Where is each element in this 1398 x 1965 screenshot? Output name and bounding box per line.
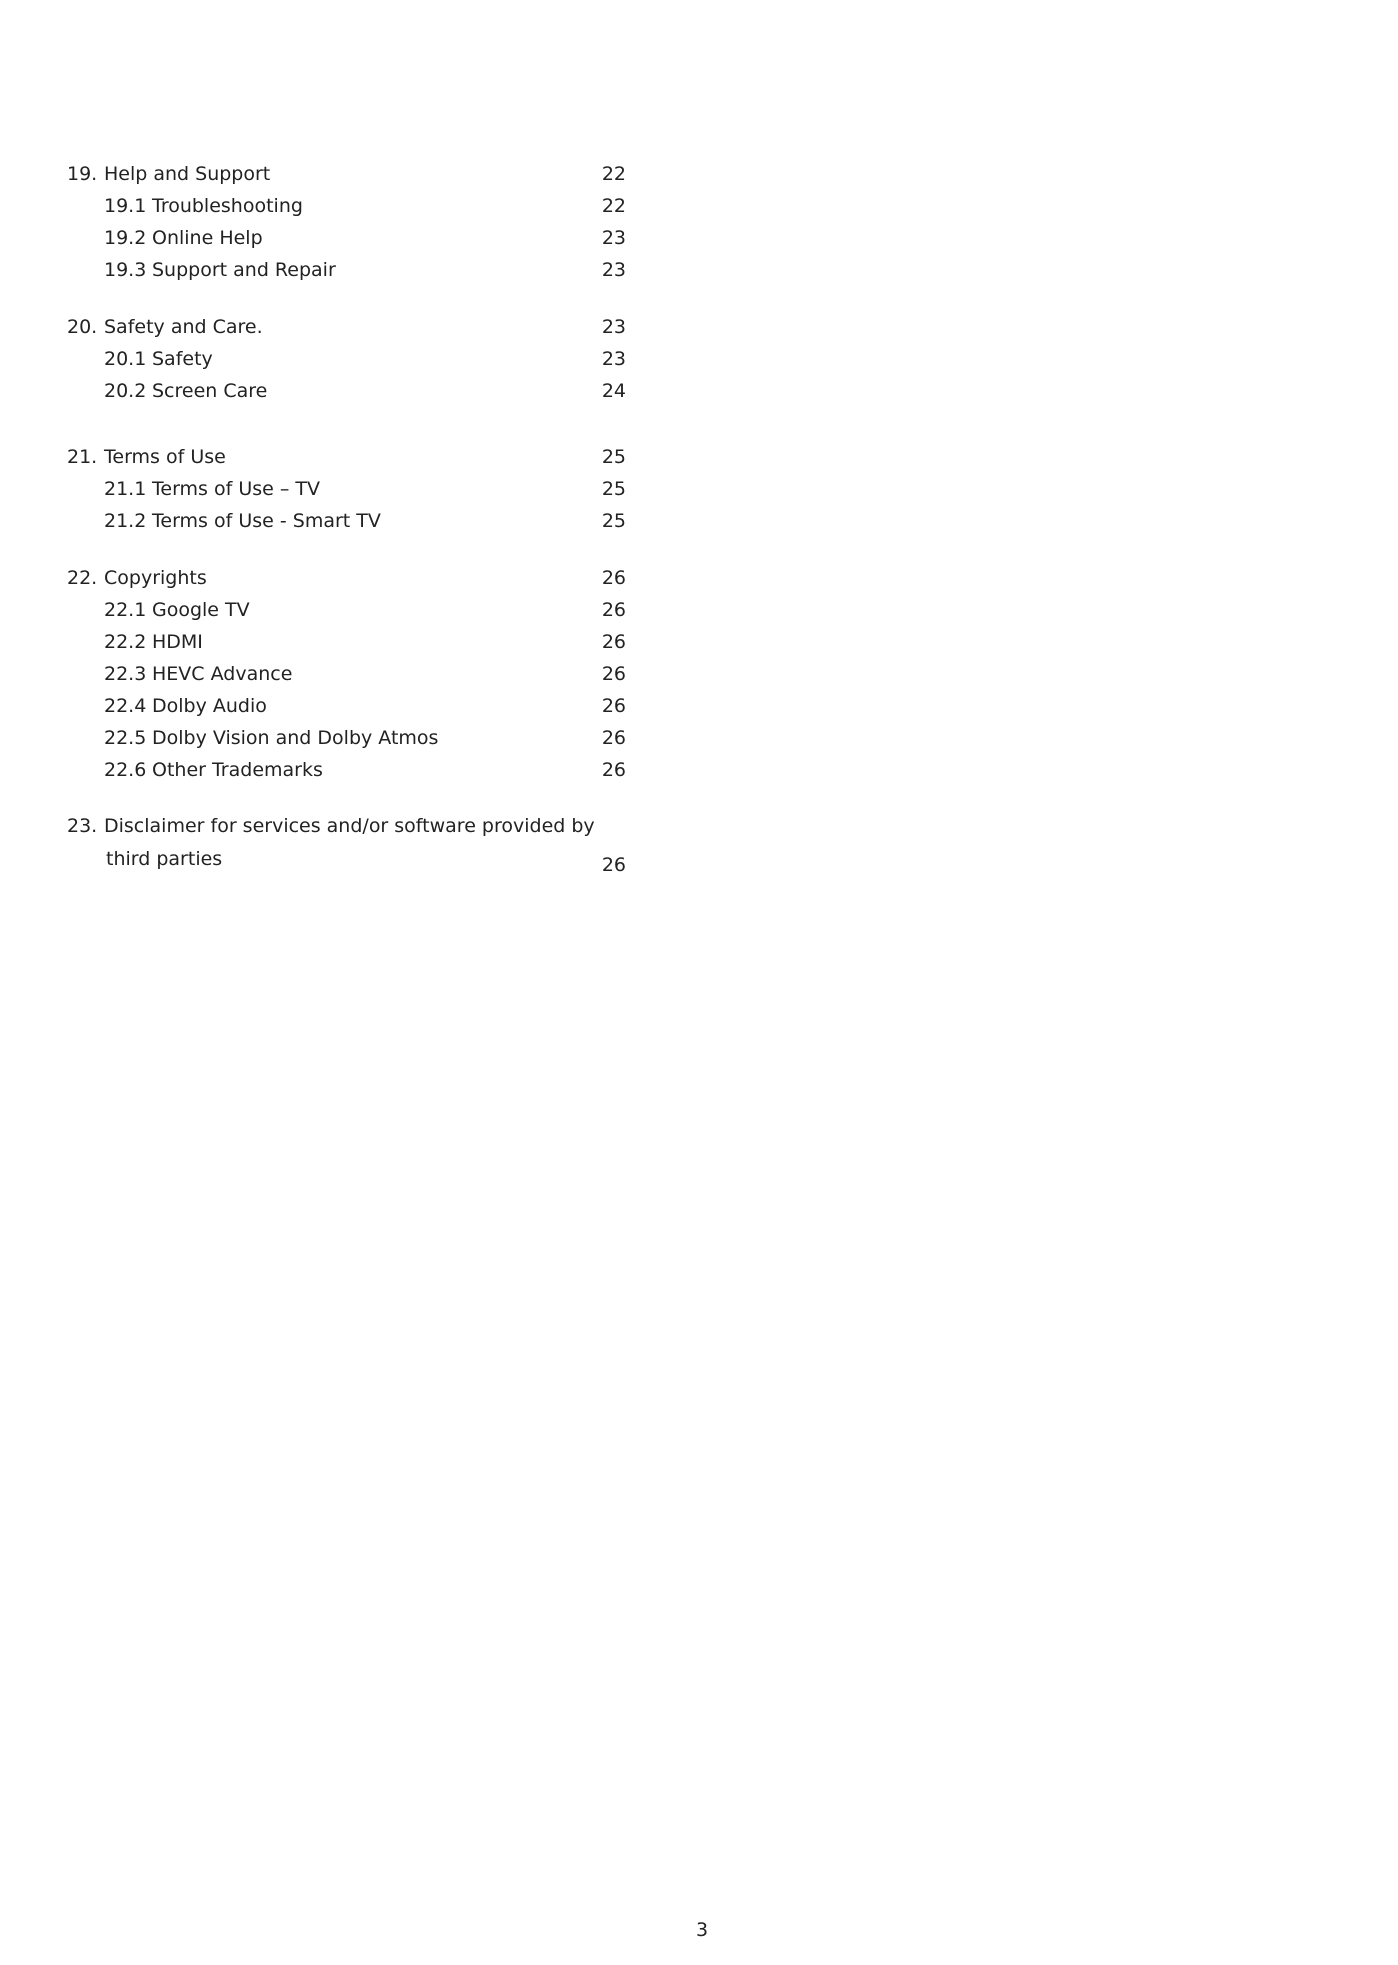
toc-entry-20-2[interactable] bbox=[0, 375, 700, 407]
toc-entry-21-1[interactable] bbox=[0, 473, 700, 505]
toc-chapter-title: Terms of Use bbox=[104, 446, 226, 468]
toc-page-number: 26 bbox=[601, 599, 626, 621]
toc-page-number: 23 bbox=[601, 348, 626, 370]
toc-page-number: 26 bbox=[601, 854, 626, 876]
toc-entry-title: Terms of Use - Smart TV bbox=[152, 510, 381, 532]
toc-page-number: 25 bbox=[601, 446, 626, 468]
toc-entry-title: Safety bbox=[152, 348, 213, 370]
toc-page-number: 26 bbox=[601, 759, 626, 781]
toc-entry-22-5[interactable] bbox=[0, 722, 700, 754]
toc-chapter-number: 22. bbox=[67, 567, 98, 589]
footer-page-number: 3 bbox=[695, 1919, 709, 1941]
toc-entry-number: 19.1 bbox=[104, 195, 147, 217]
toc-entry-title: Google TV bbox=[152, 599, 250, 621]
toc-page-number: 22 bbox=[601, 163, 626, 185]
toc-entry-21-2[interactable] bbox=[0, 505, 700, 537]
toc-entry-title: Dolby Vision and Dolby Atmos bbox=[152, 727, 439, 749]
toc-entry-number: 22.3 bbox=[104, 663, 147, 685]
toc-entry-number: 22.6 bbox=[104, 759, 147, 781]
toc-entry-22-1[interactable] bbox=[0, 594, 700, 626]
toc-chapter-20[interactable] bbox=[0, 311, 700, 343]
toc-page-number: 24 bbox=[601, 380, 626, 402]
toc-entry-20-1[interactable] bbox=[0, 343, 700, 375]
toc-page-number: 26 bbox=[601, 727, 626, 749]
toc-page-number: 23 bbox=[601, 316, 626, 338]
toc-chapter-number: 21. bbox=[67, 446, 98, 468]
toc-chapter-21[interactable] bbox=[0, 441, 700, 473]
toc-entry-number: 21.2 bbox=[104, 510, 147, 532]
toc-page-number: 26 bbox=[601, 695, 626, 717]
toc-chapter-number: 23. bbox=[67, 815, 98, 837]
toc-entry-number: 22.1 bbox=[104, 599, 147, 621]
toc-entry-number: 20.2 bbox=[104, 380, 147, 402]
toc-entry-number: 22.2 bbox=[104, 631, 147, 653]
toc-chapter-23-continued[interactable] bbox=[0, 843, 700, 875]
toc-entry-19-2[interactable] bbox=[0, 222, 700, 254]
toc-page-number: 25 bbox=[601, 510, 626, 532]
toc-chapter-number: 20. bbox=[67, 316, 98, 338]
toc-entry-title: Dolby Audio bbox=[152, 695, 267, 717]
toc-entry-title: Other Trademarks bbox=[152, 759, 323, 781]
toc-chapter-title: Disclaimer for services and/or software provided by bbox=[104, 815, 595, 837]
toc-entry-title: Online Help bbox=[152, 227, 263, 249]
toc-entry-title: Support and Repair bbox=[152, 259, 336, 281]
toc-page-number: 26 bbox=[601, 631, 626, 653]
toc-chapter-title: Help and Support bbox=[104, 163, 271, 185]
toc-entry-title: HEVC Advance bbox=[152, 663, 293, 685]
toc-entry-number: 22.5 bbox=[104, 727, 147, 749]
toc-entry-22-6[interactable] bbox=[0, 754, 700, 786]
toc-entry-22-4[interactable] bbox=[0, 690, 700, 722]
toc-entry-number: 22.4 bbox=[104, 695, 147, 717]
toc-page-number: 25 bbox=[601, 478, 626, 500]
toc-entry-22-2[interactable] bbox=[0, 626, 700, 658]
toc-entry-title: Troubleshooting bbox=[152, 195, 303, 217]
toc-entry-number: 19.3 bbox=[104, 259, 147, 281]
toc-chapter-title: Safety and Care. bbox=[104, 316, 263, 338]
toc-chapter-19[interactable] bbox=[0, 158, 700, 190]
toc-entry-title: Terms of Use – TV bbox=[152, 478, 321, 500]
toc-chapter-23[interactable] bbox=[0, 810, 700, 842]
toc-chapter-title: Copyrights bbox=[104, 567, 207, 589]
toc-page-number: 23 bbox=[601, 227, 626, 249]
toc-page-number: 26 bbox=[601, 663, 626, 685]
toc-entry-number: 21.1 bbox=[104, 478, 147, 500]
toc-entry-19-3[interactable] bbox=[0, 254, 700, 286]
toc-chapter-title-continued: third parties bbox=[106, 848, 223, 870]
toc-entry-number: 19.2 bbox=[104, 227, 147, 249]
toc-entry-22-3[interactable] bbox=[0, 658, 700, 690]
toc-chapter-number: 19. bbox=[67, 163, 98, 185]
toc-entry-title: HDMI bbox=[152, 631, 203, 653]
toc-entry-19-1[interactable] bbox=[0, 190, 700, 222]
toc-page-number: 26 bbox=[601, 567, 626, 589]
toc-page-number: 23 bbox=[601, 259, 626, 281]
toc-entry-title: Screen Care bbox=[152, 380, 268, 402]
toc-chapter-22[interactable] bbox=[0, 562, 700, 594]
toc-page-number: 22 bbox=[601, 195, 626, 217]
toc-entry-number: 20.1 bbox=[104, 348, 147, 370]
